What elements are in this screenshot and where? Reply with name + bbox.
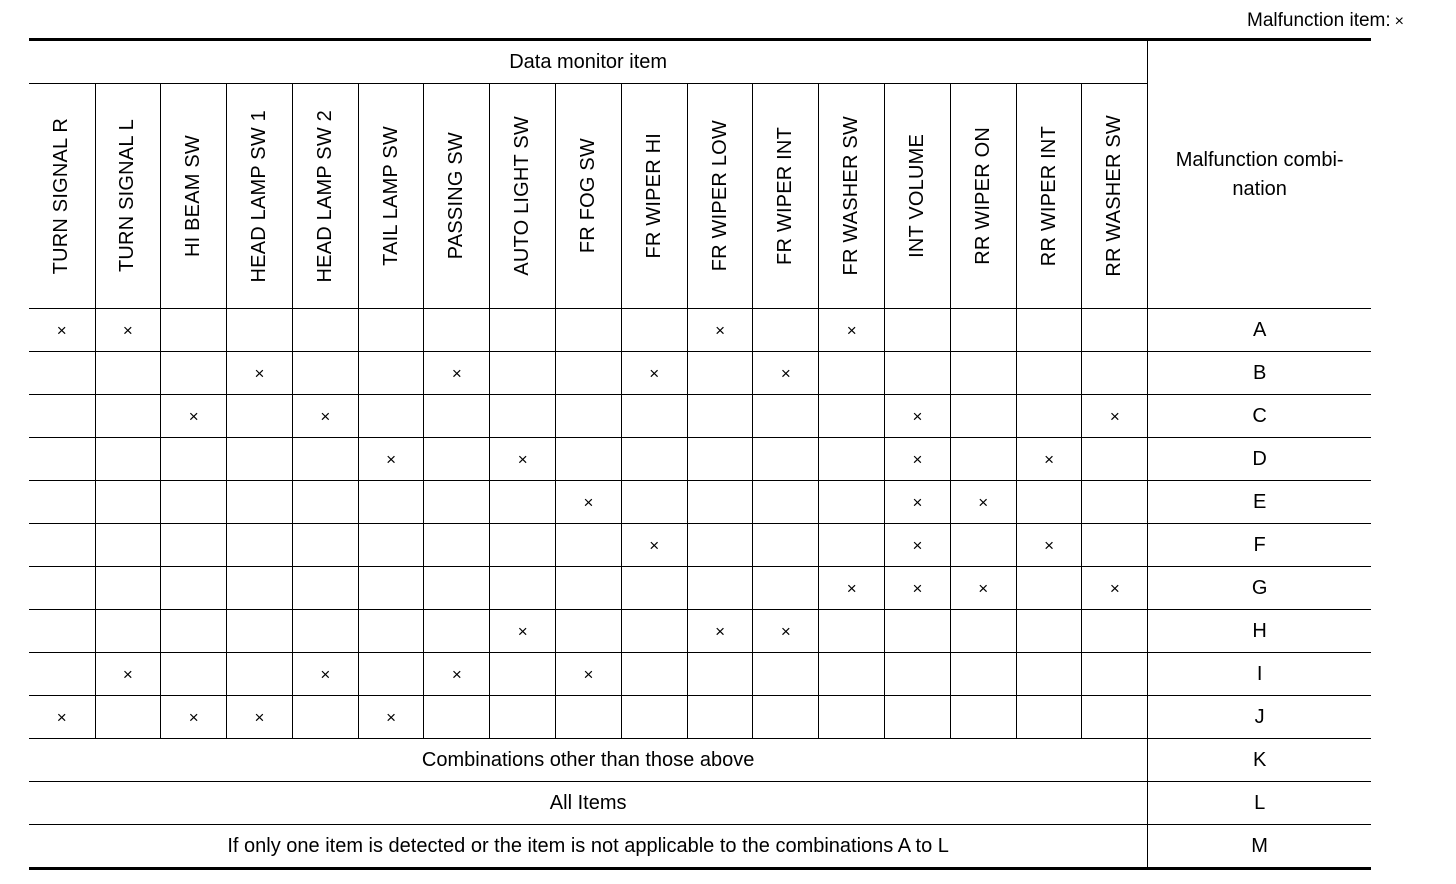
column-header-turn-signal-r <box>29 84 95 309</box>
table-cell <box>1016 309 1082 352</box>
malfunction-mark: × <box>517 621 528 641</box>
malfunction-mark: × <box>122 664 133 684</box>
table-cell <box>1016 696 1082 739</box>
table-cell <box>819 352 885 395</box>
column-header-label: HEAD LAMP SW 1 <box>247 109 270 283</box>
table-cell <box>885 352 951 395</box>
table-cell <box>227 438 293 481</box>
malfunction-mark: × <box>780 621 791 641</box>
malfunction-header-line: Malfunction combi- <box>1175 148 1344 171</box>
table-cell <box>161 610 227 653</box>
combination-code: B <box>1148 352 1371 395</box>
column-header-label: RR WIPER ON <box>971 127 994 265</box>
table-cell <box>424 610 490 653</box>
table-cell <box>227 524 293 567</box>
table-cell <box>161 481 227 524</box>
malfunction-mark: × <box>1109 578 1120 598</box>
table-cell <box>95 438 161 481</box>
table-cell <box>1016 438 1082 481</box>
table-cell <box>687 696 753 739</box>
table-cell <box>1016 610 1082 653</box>
malfunction-mark: × <box>846 320 857 340</box>
table-cell <box>753 696 819 739</box>
table-cell <box>687 567 753 610</box>
table-cell <box>819 610 885 653</box>
table-cell <box>819 438 885 481</box>
table-cell <box>424 567 490 610</box>
table-cell <box>556 481 622 524</box>
table-cell <box>556 696 622 739</box>
table-cell <box>753 438 819 481</box>
table-cell <box>95 352 161 395</box>
table-cell <box>885 309 951 352</box>
table-cell <box>556 653 622 696</box>
table-cell <box>95 610 161 653</box>
malfunction-mark: × <box>715 621 726 641</box>
table-cell <box>1082 395 1148 438</box>
table-cell <box>424 653 490 696</box>
malfunction-mark: × <box>320 406 331 426</box>
table-cell <box>885 610 951 653</box>
table-cell <box>161 653 227 696</box>
table-cell <box>1082 653 1148 696</box>
table-cell <box>29 567 95 610</box>
table-cell <box>556 524 622 567</box>
malfunction-mark: × <box>1044 535 1055 555</box>
table-cell <box>1082 610 1148 653</box>
column-header-rr-washer-sw <box>1082 84 1148 309</box>
table-row-span <box>29 739 1371 782</box>
table-cell <box>950 653 1016 696</box>
column-header-fr-fog-sw <box>556 84 622 309</box>
table-cell <box>753 352 819 395</box>
table-cell <box>753 653 819 696</box>
malfunction-mark: × <box>649 363 660 383</box>
malfunction-combination-label <box>1148 146 1371 204</box>
malfunction-combination-header <box>1148 40 1371 309</box>
table-cell <box>885 395 951 438</box>
table-row <box>29 567 1371 610</box>
malfunction-mark: × <box>846 578 857 598</box>
table-cell <box>687 309 753 352</box>
table-cell <box>358 696 424 739</box>
table-cell <box>161 438 227 481</box>
table-cell <box>424 352 490 395</box>
table-row <box>29 309 1371 352</box>
table-cell <box>687 524 753 567</box>
span-row-text: All Items <box>29 782 1148 825</box>
column-header-label: RR WIPER INT <box>1037 125 1060 267</box>
column-header-rr-wiper-int <box>1016 84 1082 309</box>
column-header-label: INT VOLUME <box>905 134 928 258</box>
table-cell <box>819 653 885 696</box>
table-cell <box>292 481 358 524</box>
table-row-span <box>29 825 1371 869</box>
table-cell <box>292 352 358 395</box>
table-cell <box>621 567 687 610</box>
table-cell <box>161 524 227 567</box>
table-cell <box>1082 352 1148 395</box>
malfunction-mark: × <box>978 578 989 598</box>
table-cell <box>292 653 358 696</box>
table-cell <box>556 309 622 352</box>
column-header-head-lamp-sw-1 <box>227 84 293 309</box>
column-header-auto-light-sw <box>490 84 556 309</box>
table-cell <box>358 438 424 481</box>
table-body <box>29 309 1371 869</box>
table-cell <box>490 567 556 610</box>
table-cell <box>490 610 556 653</box>
table-cell <box>1082 481 1148 524</box>
legend <box>1247 10 1404 32</box>
table-cell <box>161 352 227 395</box>
column-header-label: PASSING SW <box>445 132 468 260</box>
table-cell <box>29 481 95 524</box>
legend-mark: × <box>1394 13 1404 30</box>
table-cell <box>1082 696 1148 739</box>
table-cell <box>753 395 819 438</box>
table-cell <box>490 352 556 395</box>
column-header-label: FR WIPER LOW <box>708 120 731 272</box>
table-row-span <box>29 782 1371 825</box>
column-header-label: FR WASHER SW <box>840 116 863 276</box>
table-cell <box>424 481 490 524</box>
malfunction-mark: × <box>188 406 199 426</box>
table-cell <box>819 395 885 438</box>
combination-code: H <box>1148 610 1371 653</box>
table-cell <box>687 395 753 438</box>
column-header-label: FR WIPER INT <box>774 127 797 265</box>
table-cell <box>424 696 490 739</box>
combination-code: G <box>1148 567 1371 610</box>
table-cell <box>424 524 490 567</box>
table-cell <box>29 395 95 438</box>
malfunction-header-line: nation <box>1232 177 1287 200</box>
malfunction-combination-table <box>29 38 1371 870</box>
table-cell <box>885 696 951 739</box>
table-cell <box>29 653 95 696</box>
table-cell <box>556 567 622 610</box>
table-cell <box>687 438 753 481</box>
table-cell <box>885 653 951 696</box>
table-cell <box>292 309 358 352</box>
column-header-fr-washer-sw <box>819 84 885 309</box>
table-row <box>29 481 1371 524</box>
table-cell <box>950 524 1016 567</box>
table-cell <box>621 438 687 481</box>
table-cell <box>95 653 161 696</box>
table-cell <box>556 438 622 481</box>
table-cell <box>687 481 753 524</box>
malfunction-mark: × <box>517 449 528 469</box>
table-row <box>29 438 1371 481</box>
table-cell <box>292 438 358 481</box>
table-cell <box>819 696 885 739</box>
table-cell <box>490 653 556 696</box>
table-cell <box>424 309 490 352</box>
table-cell <box>95 524 161 567</box>
table-cell <box>1082 438 1148 481</box>
malfunction-mark: × <box>912 449 923 469</box>
table-cell <box>292 567 358 610</box>
table-cell <box>621 309 687 352</box>
table-cell <box>819 524 885 567</box>
table-cell <box>556 395 622 438</box>
table-cell <box>621 524 687 567</box>
table-cell <box>556 610 622 653</box>
table-cell <box>753 481 819 524</box>
table-cell <box>490 524 556 567</box>
table-cell <box>29 610 95 653</box>
table-cell <box>95 309 161 352</box>
table-cell <box>161 395 227 438</box>
table-row <box>29 352 1371 395</box>
table-cell <box>29 696 95 739</box>
table-cell <box>227 481 293 524</box>
table-cell <box>358 524 424 567</box>
malfunction-mark: × <box>451 363 462 383</box>
table-cell <box>621 395 687 438</box>
table-cell <box>227 610 293 653</box>
table-cell <box>424 438 490 481</box>
malfunction-mark: × <box>912 406 923 426</box>
table-cell <box>1016 352 1082 395</box>
table-cell <box>687 610 753 653</box>
malfunction-mark: × <box>320 664 331 684</box>
table-cell <box>819 481 885 524</box>
table-row <box>29 395 1371 438</box>
header-row-title <box>29 40 1371 84</box>
table-cell <box>753 524 819 567</box>
malfunction-mark: × <box>912 535 923 555</box>
table-row <box>29 610 1371 653</box>
table-row <box>29 524 1371 567</box>
column-header-label: TAIL LAMP SW <box>379 126 402 266</box>
table-cell <box>358 481 424 524</box>
table-cell <box>358 352 424 395</box>
malfunction-mark: × <box>715 320 726 340</box>
table-cell <box>358 309 424 352</box>
span-row-text: Combinations other than those above <box>29 739 1148 782</box>
malfunction-mark: × <box>649 535 660 555</box>
table-cell <box>95 567 161 610</box>
column-header-rr-wiper-on <box>950 84 1016 309</box>
table-cell <box>950 352 1016 395</box>
table-cell <box>29 438 95 481</box>
table-cell <box>1016 524 1082 567</box>
column-header-label: TURN SIGNAL L <box>116 119 139 273</box>
malfunction-mark: × <box>254 707 265 727</box>
table-cell <box>687 653 753 696</box>
column-header-turn-signal-l <box>95 84 161 309</box>
table-cell <box>95 481 161 524</box>
table-cell <box>29 309 95 352</box>
combination-code: M <box>1148 825 1371 869</box>
table-cell <box>29 524 95 567</box>
table-cell <box>29 352 95 395</box>
column-header-label: FR WIPER HI <box>642 133 665 259</box>
malfunction-mark: × <box>386 707 397 727</box>
table-cell <box>358 567 424 610</box>
malfunction-mark: × <box>583 664 594 684</box>
combination-code: C <box>1148 395 1371 438</box>
table-cell <box>490 395 556 438</box>
column-header-tail-lamp-sw <box>358 84 424 309</box>
table-cell <box>227 567 293 610</box>
combination-code: E <box>1148 481 1371 524</box>
table-cell <box>490 438 556 481</box>
table-cell <box>950 481 1016 524</box>
table-cell <box>227 395 293 438</box>
malfunction-mark: × <box>912 492 923 512</box>
table-cell <box>950 696 1016 739</box>
table-cell <box>292 524 358 567</box>
column-header-int-volume <box>885 84 951 309</box>
malfunction-mark: × <box>780 363 791 383</box>
table-cell <box>1082 567 1148 610</box>
table-cell <box>227 653 293 696</box>
table-cell <box>687 352 753 395</box>
malfunction-mark: × <box>1044 449 1055 469</box>
combination-code: I <box>1148 653 1371 696</box>
table-cell <box>885 567 951 610</box>
table-cell <box>753 309 819 352</box>
table-cell <box>1016 481 1082 524</box>
table-cell <box>161 567 227 610</box>
table-cell <box>358 653 424 696</box>
combination-code: D <box>1148 438 1371 481</box>
table-cell <box>950 395 1016 438</box>
table-cell <box>490 481 556 524</box>
table-cell <box>95 395 161 438</box>
table-cell <box>292 395 358 438</box>
legend-label: Malfunction item: <box>1247 10 1391 31</box>
column-header-label: TURN SIGNAL R <box>50 117 73 275</box>
span-row-text: If only one item is detected or the item is not applicable to the combinations A to L <box>29 825 1148 869</box>
table-cell <box>227 696 293 739</box>
column-header-hi-beam-sw <box>161 84 227 309</box>
malfunction-mark: × <box>56 320 67 340</box>
table-cell <box>819 567 885 610</box>
malfunction-mark: × <box>386 449 397 469</box>
table-row <box>29 653 1371 696</box>
table-cell <box>950 438 1016 481</box>
combination-code: K <box>1148 739 1371 782</box>
table-cell <box>621 352 687 395</box>
column-header-fr-wiper-hi <box>621 84 687 309</box>
table-cell <box>292 610 358 653</box>
column-header-label: RR WASHER SW <box>1103 115 1126 277</box>
table-cell <box>1016 395 1082 438</box>
table-cell <box>490 696 556 739</box>
table-cell <box>885 481 951 524</box>
malfunction-mark: × <box>451 664 462 684</box>
table-cell <box>161 696 227 739</box>
combination-code: A <box>1148 309 1371 352</box>
table-cell <box>358 395 424 438</box>
table-cell <box>490 309 556 352</box>
malfunction-mark: × <box>1109 406 1120 426</box>
table-cell <box>950 610 1016 653</box>
table-cell <box>1016 567 1082 610</box>
table-cell <box>819 309 885 352</box>
table-cell <box>885 524 951 567</box>
malfunction-mark: × <box>583 492 594 512</box>
table-cell <box>621 653 687 696</box>
table-cell <box>885 438 951 481</box>
table-cell <box>621 610 687 653</box>
table-cell <box>424 395 490 438</box>
malfunction-mark: × <box>188 707 199 727</box>
table-cell <box>1016 653 1082 696</box>
combination-code: J <box>1148 696 1371 739</box>
column-header-fr-wiper-int <box>753 84 819 309</box>
table-row <box>29 696 1371 739</box>
column-header-label: HEAD LAMP SW 2 <box>313 109 336 283</box>
table-cell <box>95 696 161 739</box>
malfunction-mark: × <box>254 363 265 383</box>
table-cell <box>227 352 293 395</box>
column-header-label: AUTO LIGHT SW <box>511 116 534 276</box>
malfunction-mark: × <box>56 707 67 727</box>
table-cell <box>753 610 819 653</box>
malfunction-mark: × <box>978 492 989 512</box>
data-monitor-item-header: Data monitor item <box>29 40 1148 84</box>
malfunction-mark: × <box>122 320 133 340</box>
table-cell <box>753 567 819 610</box>
table-cell <box>1082 309 1148 352</box>
column-header-head-lamp-sw-2 <box>292 84 358 309</box>
table-cell <box>621 481 687 524</box>
table-cell <box>950 567 1016 610</box>
malfunction-mark: × <box>912 578 923 598</box>
column-header-passing-sw <box>424 84 490 309</box>
table-cell <box>556 352 622 395</box>
column-header-label: HI BEAM SW <box>182 134 205 257</box>
table-cell <box>621 696 687 739</box>
table-cell <box>1082 524 1148 567</box>
table-cell <box>227 309 293 352</box>
column-header-fr-wiper-low <box>687 84 753 309</box>
table-cell <box>292 696 358 739</box>
table-cell <box>950 309 1016 352</box>
column-header-label: FR FOG SW <box>576 138 599 254</box>
combination-code: L <box>1148 782 1371 825</box>
combination-code: F <box>1148 524 1371 567</box>
table-cell <box>161 309 227 352</box>
table-cell <box>358 610 424 653</box>
